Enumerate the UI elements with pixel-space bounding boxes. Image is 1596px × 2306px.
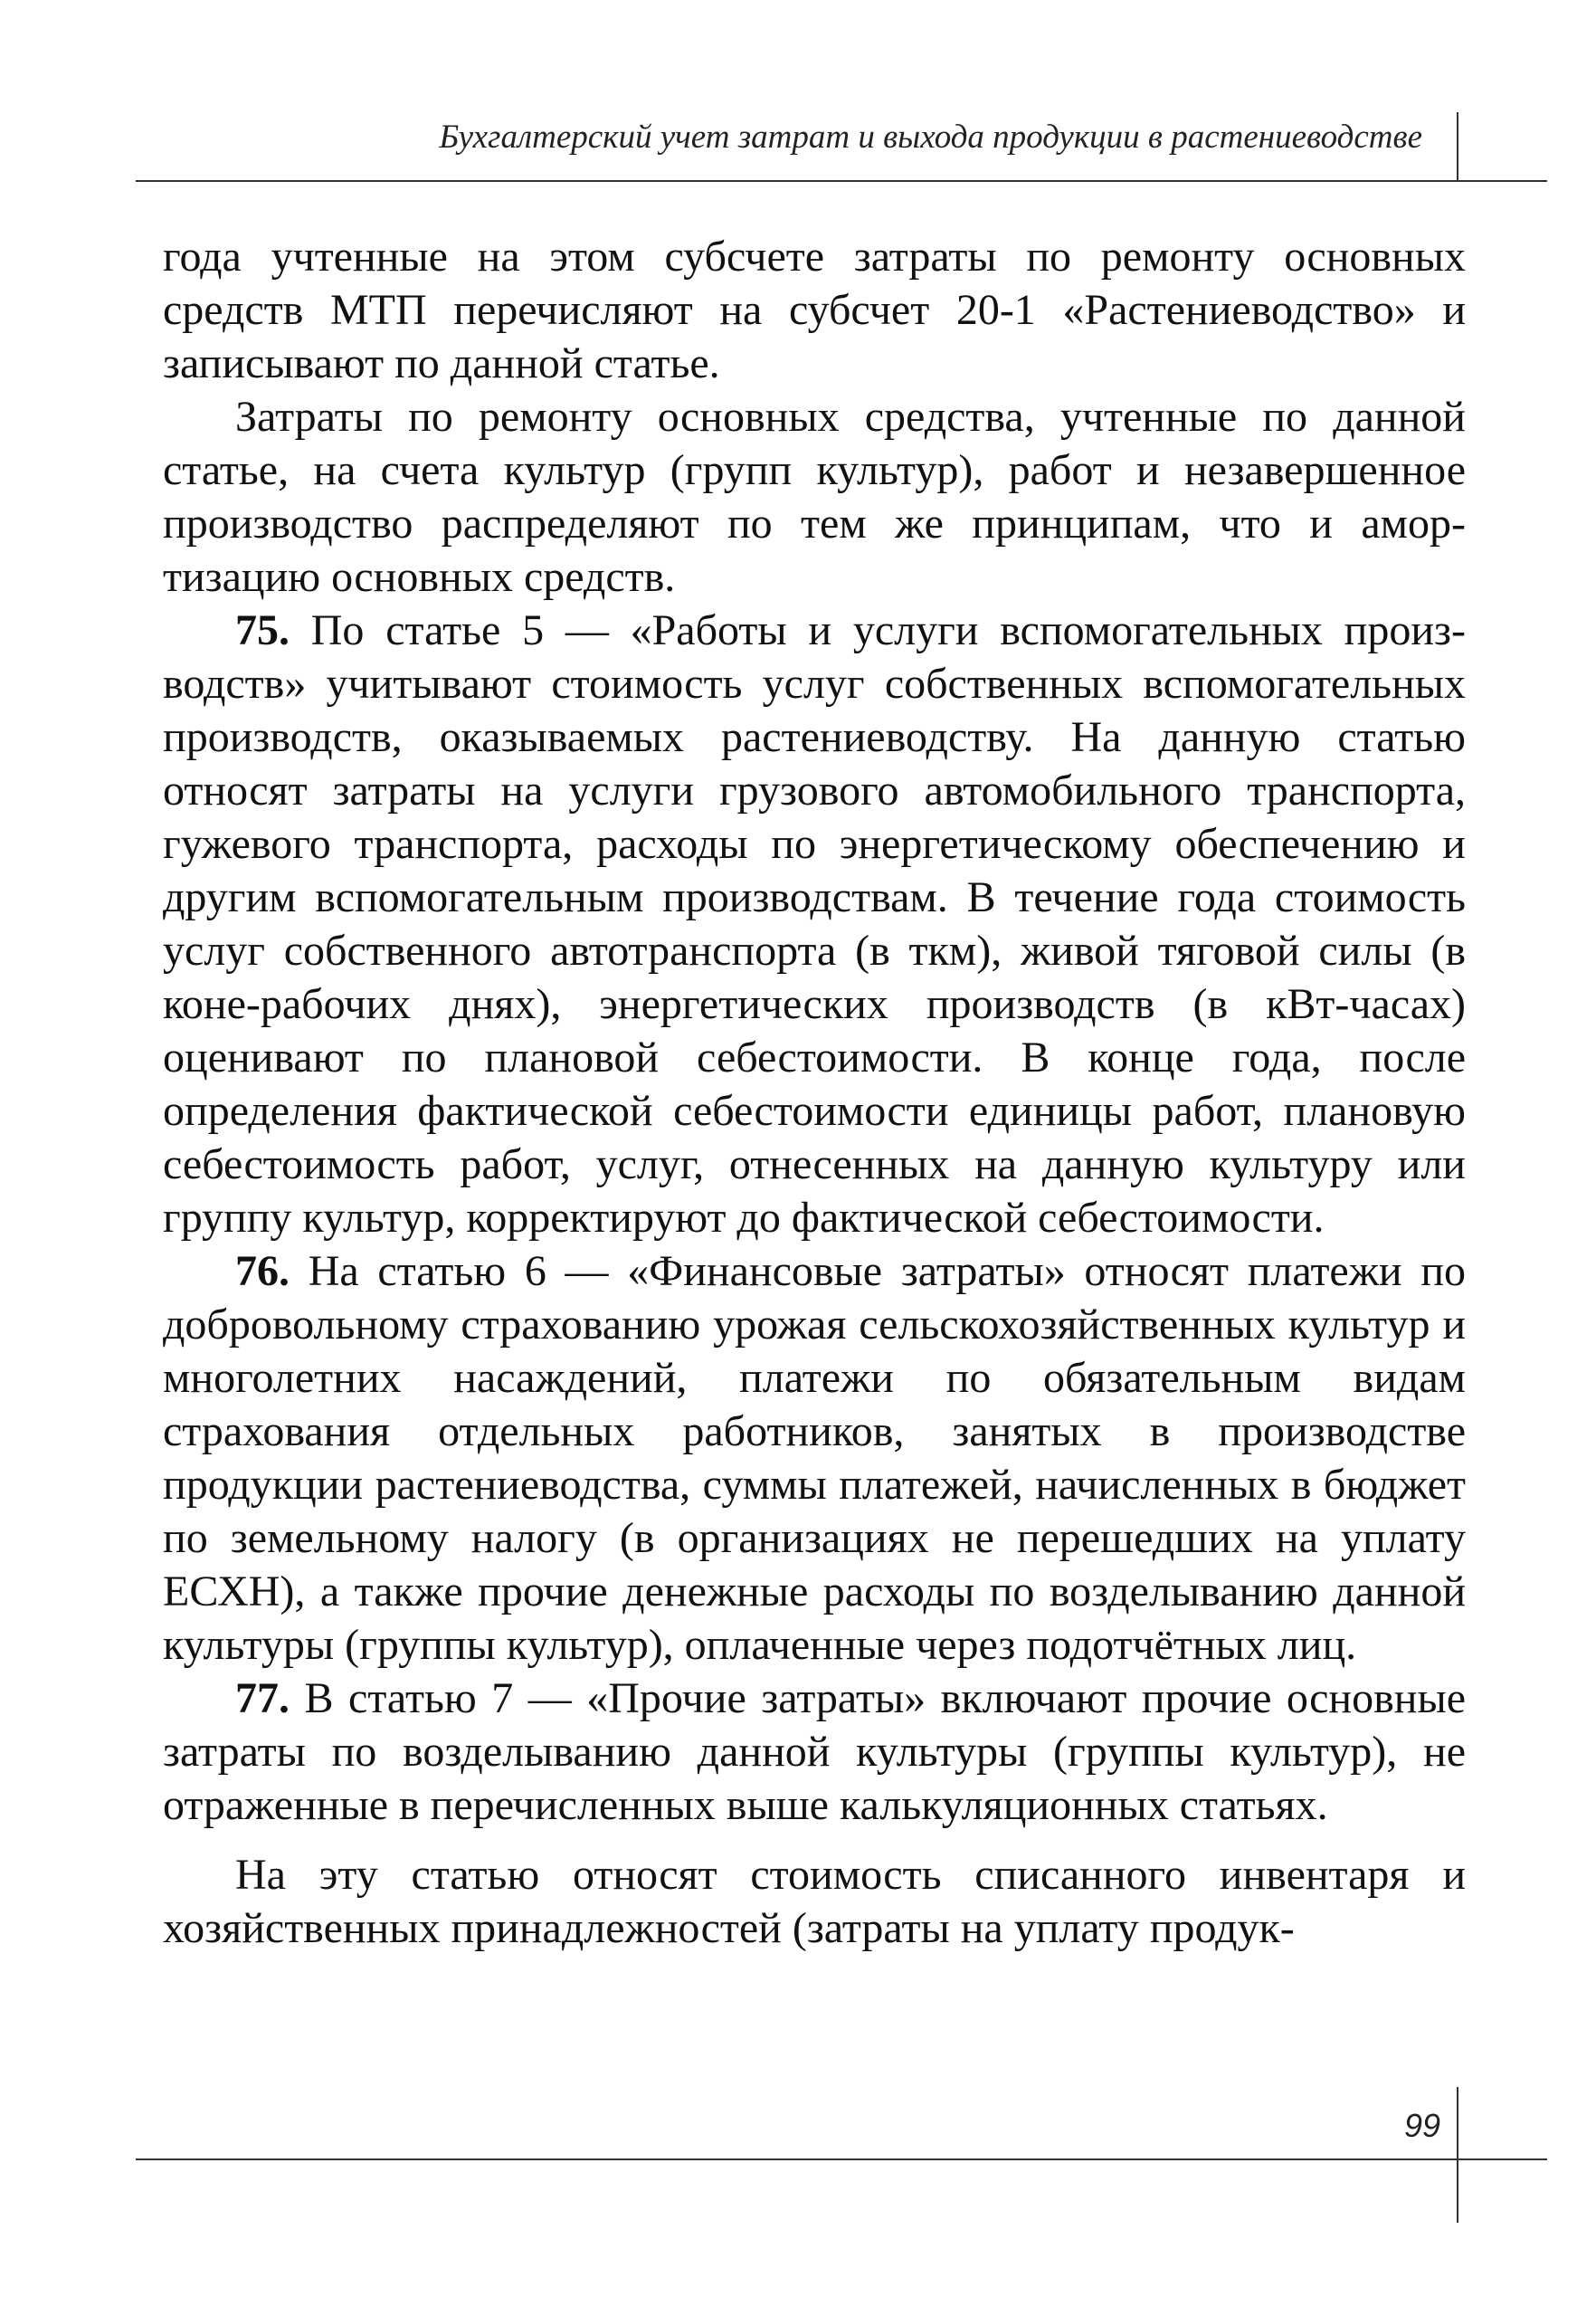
- page-number: 99: [1403, 2107, 1440, 2144]
- paragraph-77: [163, 1672, 1466, 1832]
- paragraph-text: На статью 6 — «Финансовые затраты» относят платежи по добровольному страхованию урожая сельскохозяйственных культур и многолетних насаждений, платежи по обязательным видам страхования отдельных работников, занятых в производстве продукции растениеводства, суммы платежей, начисленных в бюджет по земельному налогу (в организациях не перешедших на уплату ЕСХН), а также прочие денежные расходы по возделыванию данной культуры (группы культур), оплаченные через подотчётных лиц.: [163, 1247, 1466, 1669]
- paragraph-text: В статью 7 — «Прочие затраты» включают прочие основные затраты по возделыванию данной культуры (группы культур), не отраженные в перечисленных выше калькуляционных статьях.: [163, 1674, 1466, 1829]
- paragraph-text: По статье 5 — «Работы и услуги вспомогательных производств» учитывают стоимость услуг собственных вспомогательных производств, оказываемых растениеводству. На данную статью относят затраты на услуги грузового автомобильного транспорта, гужевого транспорта, расходы по энергетическому обеспечению и другим вспомогательным производствам. В течение года стоимость услуг собственного автотранспорта (в ткм), живой тяговой силы (в коне-рабочих днях), энергетических производств (в кВт-часах) оценивают по плановой себестоимости. В конце года, после определения фактической себестоимости единицы работ, плановую себестоимость работ, услуг, отнесенных на данную культуру или группу культур, корректируют до фактической себестоимости.: [163, 606, 1466, 1242]
- header-rule: [136, 180, 1547, 182]
- header-vertical-rule: [1457, 112, 1458, 182]
- paragraph-number: 77.: [235, 1674, 290, 1722]
- footer-rule: [136, 2158, 1547, 2160]
- paragraph-76: [163, 1244, 1466, 1672]
- paragraph-75: [163, 604, 1466, 1244]
- paragraph-inventory: На эту статью относят стоимость списанного инвентаря и хозяйственных принадлежностей (затраты на уплату продук-: [163, 1851, 1466, 1952]
- paragraph-continuation: года учтенные на этом субсчете затраты по ремонту основных средств МТП перечисляют на субсчет 20-1 «Растениеводство» и записывают по данной статье.: [163, 233, 1466, 387]
- paragraph-number: 76.: [235, 1247, 290, 1295]
- paragraph-number: 75.: [235, 606, 290, 654]
- paragraph-repair-costs: Затраты по ремонту основных средства, учтенные по данной статье, на счета культур (групп культур), работ и незавершенное производство распределяют по тем же принципам, что и амортизацию основных средств.: [163, 393, 1466, 601]
- running-header-title: Бухгалтерский учет затрат и выхода продукции в растениеводстве: [439, 119, 1422, 156]
- page-body: [163, 230, 1466, 1955]
- footer-vertical-rule: [1457, 2087, 1458, 2223]
